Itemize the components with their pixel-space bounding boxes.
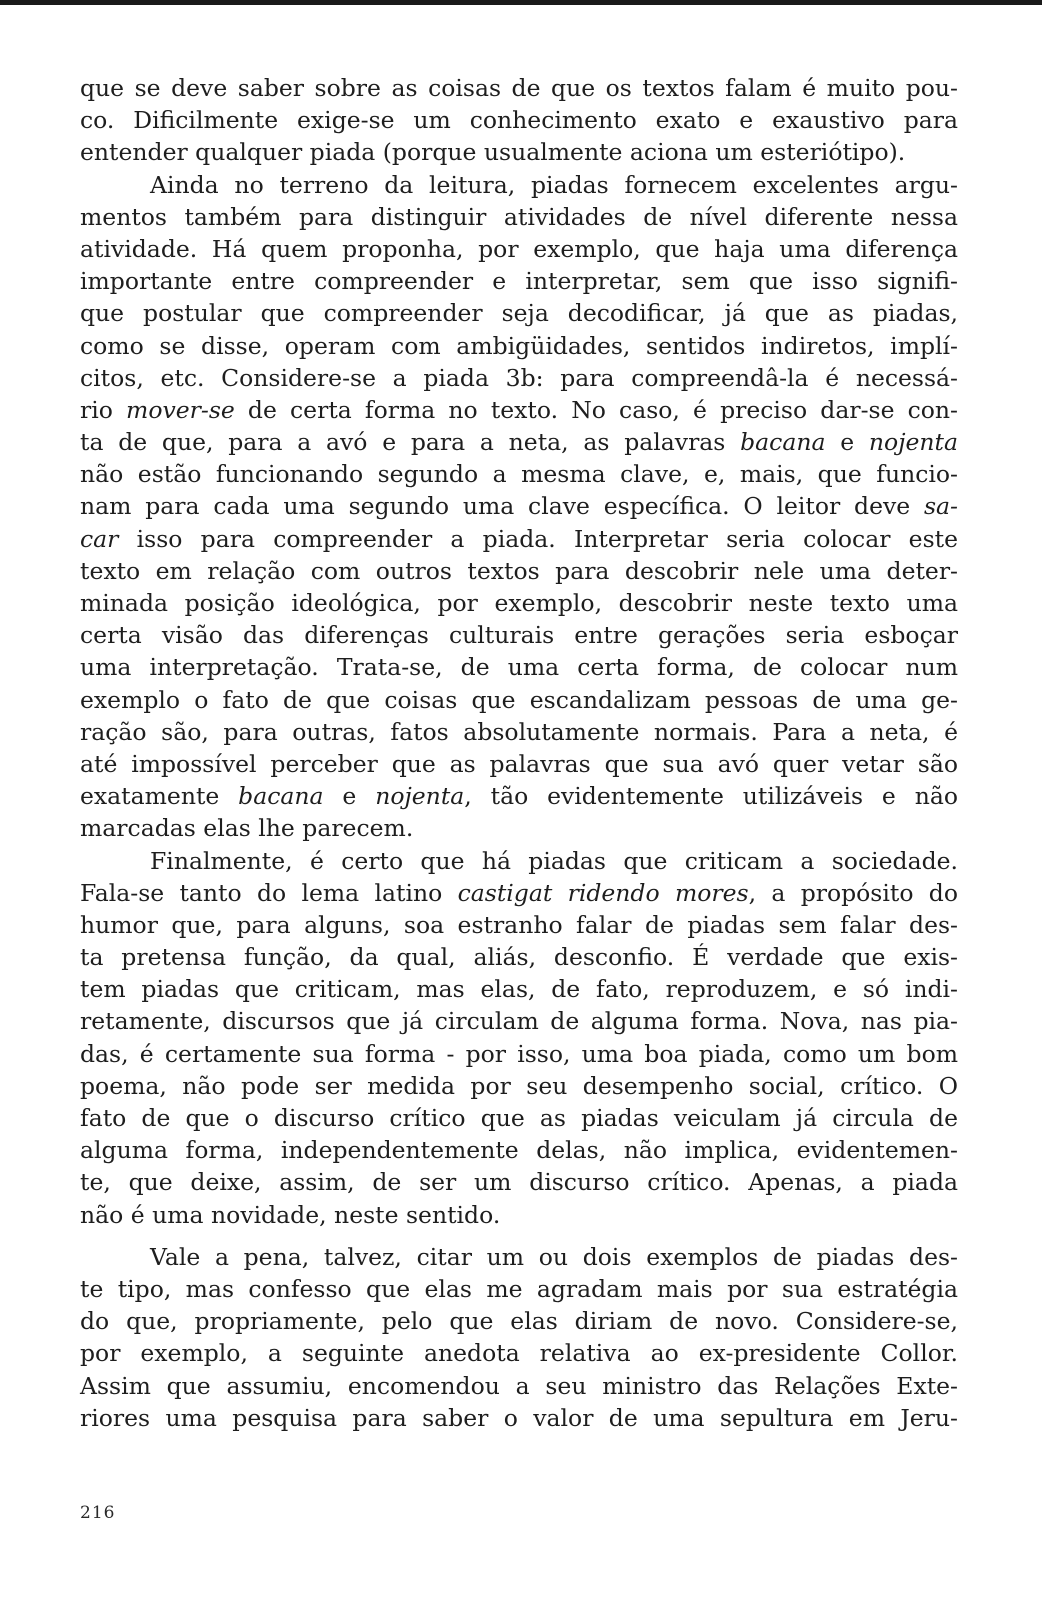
text-line: minada posição ideológica, por exemplo, descobrir neste texto uma [80,589,958,617]
text-run: de certa forma no texto. No caso, é preciso dar-se con- [234,395,958,424]
text-run: e [323,782,376,811]
paragraph-1 [80,72,958,169]
italic-term: sa- [923,492,958,521]
text-line [80,394,958,426]
text-line: Finalmente, é certo que há piadas que criticam a sociedade. [150,846,958,875]
text-line: certa visão das diferenças culturais entre gerações seria esboçar [80,621,958,650]
text-run: exatamente [80,782,239,811]
italic-term: mover-se [126,395,235,424]
text-line: Assim que assumiu, encomendou a seu ministro das Relações Exte- [80,1371,958,1400]
italic-term: bacana [740,428,826,457]
text-line: não é uma novidade, neste sentido. [80,1200,501,1229]
text-line: alguma forma, independentemente delas, não implica, evidentemen- [80,1136,958,1165]
text-line: fato de que o discurso crítico que as piadas veiculam já circula de [80,1104,958,1132]
text-line: poema, não pode ser medida por seu desempenho social, crítico. O [80,1071,958,1100]
text-line [80,523,958,555]
page-body [80,72,958,1434]
page-number: 216 [80,1503,116,1523]
top-border-rule [0,0,1042,5]
text-line: que postular que compreender seja decodificar, já que as piadas, [80,299,958,328]
text-line: riores uma pesquisa para saber o valor de uma sepultura em Jeru- [80,1403,958,1432]
text-line: ta pretensa função, da qual, aliás, desconfio. É verdade que exis- [80,943,958,972]
text-line: tem piadas que criticam, mas elas, de fato, reproduzem, e só indi- [80,975,958,1004]
italic-term: bacana [238,782,324,811]
text-line: texto em relação com outros textos para descobrir nele uma deter- [80,556,958,585]
text-line: exemplo o fato de que coisas que escandalizam pessoas de uma ge- [80,685,958,714]
text-line: retamente, discursos que já circulam de alguma forma. Nova, nas pia- [80,1007,958,1036]
text-line [80,780,958,812]
text-line: das, é certamente sua forma - por isso, uma boa piada, como um bom [80,1039,958,1068]
paragraph-spacer [80,1231,958,1241]
text-line: importante entre compreender e interpretar, sem que isso signifi- [80,267,958,296]
paragraph-3 [80,845,958,1231]
text-line: ração são, para outras, fatos absolutamente normais. Para a neta, é [80,717,958,746]
text-run: e [825,428,869,457]
italic-term: nojenta [868,428,958,457]
text-line: do que, propriamente, pelo que elas diriam de novo. Considere-se, [80,1307,958,1336]
text-line [80,490,958,522]
text-line [80,877,958,909]
italic-term: castigat ridendo mores [457,878,749,907]
text-line: por exemplo, a seguinte anedota relativa ao ex-presidente Collor. [80,1339,958,1368]
text-line: te, que deixe, assim, de ser um discurso crítico. Apenas, a piada [80,1168,958,1197]
text-line: mentos também para distinguir atividades de nível diferente nessa [80,202,958,231]
text-line: Ainda no terreno da leitura, piadas fornecem excelentes argu- [150,170,958,199]
text-line: co. Dificilmente exige-se um conhecimento exato e exaustivo para [80,106,958,135]
text-line: Vale a pena, talvez, citar um ou dois exemplos de piadas des- [150,1242,958,1271]
text-line: humor que, para alguns, soa estranho falar de piadas sem falar des- [80,910,958,939]
text-line: uma interpretação. Trata-se, de uma certa forma, de colocar num [80,653,958,682]
text-line: atividade. Há quem proponha, por exemplo, que haja uma diferença [80,234,958,263]
italic-term: nojenta [375,782,465,811]
text-run: rio [80,395,127,424]
text-run: Fala-se tanto do lema latino [80,878,458,907]
text-run: nam para cada uma segundo uma clave específica. O leitor deve [80,492,924,521]
text-line [80,426,958,458]
text-line: citos, etc. Considere-se a piada 3b: para compreendâ-la é necessá- [80,363,958,392]
text-line: que se deve saber sobre as coisas de que os textos falam é muito pou- [80,74,958,102]
paragraph-2 [80,169,958,845]
text-line: marcadas elas lhe parecem. [80,814,414,843]
text-run: , tão evidentemente utilizáveis e não [464,782,958,811]
text-run: , a propósito do [748,878,958,907]
text-line: até impossível perceber que as palavras que sua avó quer vetar são [80,749,958,778]
italic-term: car [80,524,119,553]
paragraph-4 [80,1241,958,1434]
text-run: isso para compreender a piada. Interpretar seria colocar este [118,524,958,553]
text-line: entender qualquer piada (porque usualmente aciona um esteriótipo). [80,138,906,167]
text-line: não estão funcionando segundo a mesma clave, e, mais, que funcio- [80,460,958,489]
text-line: te tipo, mas confesso que elas me agradam mais por sua estratégia [80,1274,958,1303]
text-line: como se disse, operam com ambigüidades, sentidos indiretos, implí- [80,331,958,360]
text-run: ta de que, para a avó e para a neta, as palavras [80,428,741,457]
